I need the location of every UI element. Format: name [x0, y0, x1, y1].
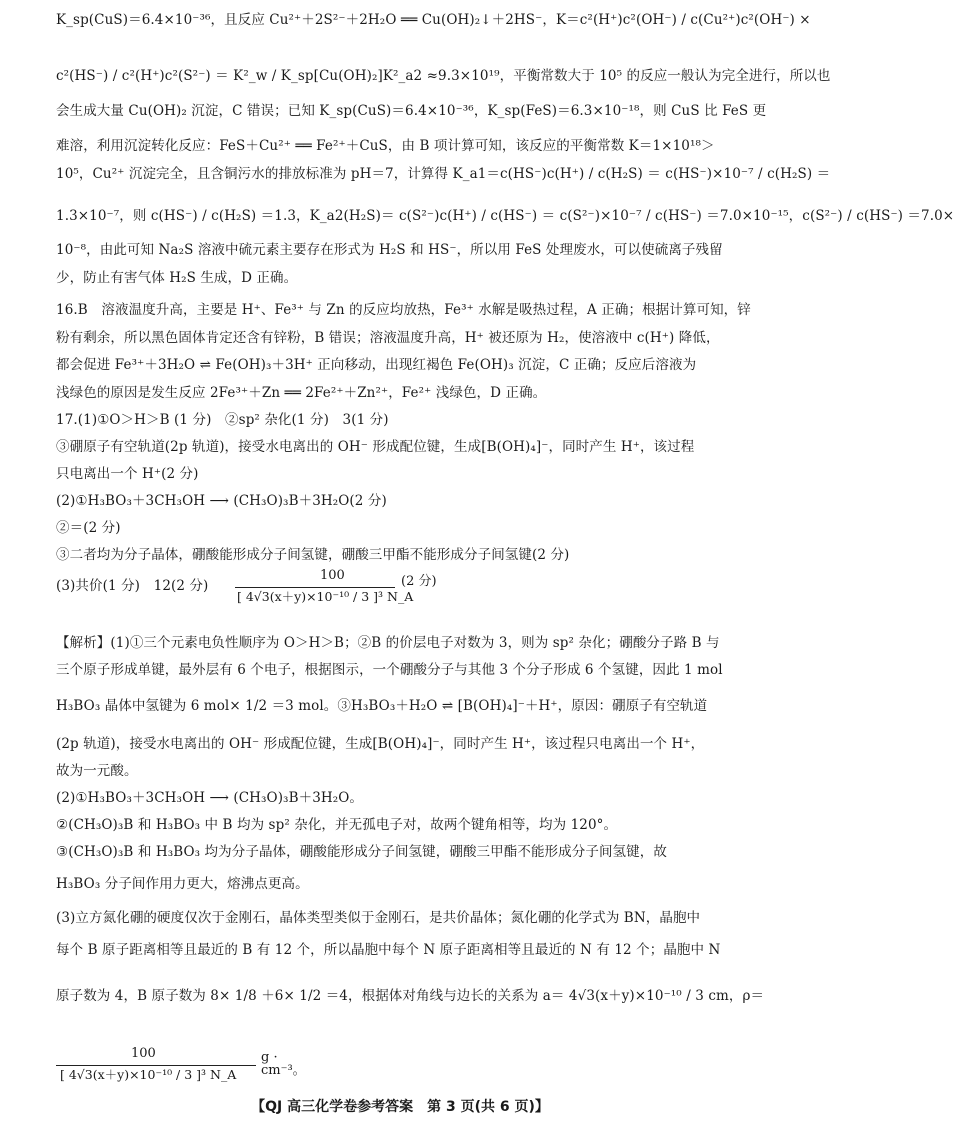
- text-line: 都会促进 Fe³⁺＋3H₂O ⇌ Fe(OH)₃＋3H⁺ 正向移动，出现红褐色 Fe(OH)₃ 沉淀，C 正确；反应后溶液为: [56, 357, 697, 373]
- page-footer: 【QJ 高三化学卷参考答案 第 3 页(共 6 页)】: [251, 1099, 549, 1115]
- text-line: 粉有剩余，所以黑色固体肯定还含有锌粉，B 错误；溶液温度升高，H⁺ 被还原为 H₂，使溶液中 c(H⁺) 降低，: [56, 330, 720, 346]
- text-line: K_sp(CuS)＝6.4×10⁻³⁶，且反应 Cu²⁺＋2S²⁻＋2H₂O ══ Cu(OH)₂↓＋2HS⁻，K＝c²(H⁺)c²(OH⁻) / c(Cu²⁺)c²(OH⁻) ×: [56, 12, 811, 28]
- text-line: 三个原子形成单键，最外层有 6 个电子，根据图示，一个硼酸分子与其他 3 个分子形成 6 个氢键，因此 1 mol: [56, 662, 723, 678]
- text-line: ③二者均为分子晶体，硼酸能形成分子间氢键，硼酸三甲酯不能形成分子间氢键(2 分): [56, 547, 570, 563]
- text-line: 会生成大量 Cu(OH)₂ 沉淀，C 错误；已知 K_sp(CuS)＝6.4×10⁻³⁶，K_sp(FeS)＝6.3×10⁻¹⁸，则 CuS 比 FeS 更: [56, 103, 767, 119]
- formula-score: (2 分): [401, 574, 437, 589]
- text-line: 16.B 溶液温度升高，主要是 H⁺、Fe³⁺ 与 Zn 的反应均放热，Fe³⁺ 水解是吸热过程，A 正确；根据计算可知，锌: [56, 302, 751, 318]
- text-line: ③(CH₃O)₃B 和 H₃BO₃ 均为分子晶体，硼酸能形成分子间氢键，硼酸三甲酯不能形成分子间氢键，故: [56, 844, 667, 860]
- analysis-header: 【解析】(1)①三个元素电负性顺序为 O＞H＞B；②B 的价层电子对数为 3，则为 sp² 杂化；硼酸分子路 B 与: [56, 635, 720, 651]
- text-line: (2)①H₃BO₃＋3CH₃OH ⟶ (CH₃O)₃B＋3H₂O。: [56, 790, 364, 806]
- text-line: ②(CH₃O)₃B 和 H₃BO₃ 中 B 均为 sp² 杂化，并无孤电子对，故两个键角相等，均为 120°。: [56, 817, 618, 833]
- text-line: 难溶，利用沉淀转化反应：FeS＋Cu²⁺ ══ Fe²⁺＋CuS，由 B 项计算可知，该反应的平衡常数 K＝1×10¹⁸＞: [56, 138, 715, 154]
- text-line: 故为一元酸。: [56, 763, 138, 779]
- text-line: (2p 轨道)，接受水电离出的 OH⁻ 形成配位键，生成[B(OH)₄]⁻，同时产生 H⁺，该过程只电离出一个 H⁺，: [56, 736, 705, 752]
- text-line: 浅绿色的原因是发生反应 2Fe³⁺＋Zn ══ 2Fe²⁺＋Zn²⁺，Fe²⁺ 浅绿色，D 正确。: [56, 385, 547, 401]
- formula-unit: g · cm⁻³。: [261, 1050, 306, 1078]
- density-answer-formula: [235, 569, 465, 625]
- text-line: 原子数为 4，B 原子数为 8× 1/8 ＋6× 1/2 ＝4，根据体对角线与边长的关系为 a＝ 4√3(x＋y)×10⁻¹⁰ / 3 cm，ρ＝: [56, 988, 765, 1004]
- formula-numerator: 100: [131, 1046, 156, 1061]
- text-line: 只电离出一个 H⁺(2 分): [56, 466, 199, 482]
- text-line: ②＝(2 分): [56, 520, 121, 536]
- formula-denominator: [ 4√3(x＋y)×10⁻¹⁰ / 3 ]³ N_A: [60, 1067, 237, 1082]
- formula-denominator: [ 4√3(x＋y)×10⁻¹⁰ / 3 ]³ N_A: [237, 589, 414, 604]
- question-17-header: 17.(1)①O＞H＞B (1 分) ②sp² 杂化(1 分) 3(1 分): [56, 412, 389, 428]
- text-line: H₃BO₃ 分子间作用力更大，熔沸点更高。: [56, 876, 309, 892]
- text-line: 少，防止有害气体 H₂S 生成，D 正确。: [56, 270, 298, 286]
- text-line: 10⁻⁸，由此可知 Na₂S 溶液中硫元素主要存在形式为 H₂S 和 HS⁻，所以用 FeS 处理废水，可以使硫离子残留: [56, 242, 723, 258]
- fraction-bar: [235, 587, 395, 588]
- fraction-bar: [56, 1065, 256, 1066]
- text-line: (3)共价(1 分) 12(2 分): [56, 578, 209, 594]
- text-line: 10⁵，Cu²⁺ 沉淀完全，且含铜污水的排放标准为 pH＝7，计算得 K_a1＝c(HS⁻)c(H⁺) / c(H₂S) ＝ c(HS⁻)×10⁻⁷ / c(H₂S) ＝: [56, 166, 831, 182]
- text-line: (3)立方氮化硼的硬度仅次于金刚石，晶体类型类似于金刚石，是共价晶体；氮化硼的化学式为 BN，晶胞中: [56, 910, 701, 926]
- text-line: ③硼原子有空轨道(2p 轨道)，接受水电离出的 OH⁻ 形成配位键，生成[B(OH)₄]⁻，同时产生 H⁺，该过程: [56, 439, 695, 455]
- text-line: 每个 B 原子距离相等且最近的 B 有 12 个，所以晶胞中每个 N 原子距离相等且最近的 N 有 12 个；晶胞中 N: [56, 942, 721, 958]
- text-line: 1.3×10⁻⁷，则 c(HS⁻) / c(H₂S) ＝1.3，K_a2(H₂S)＝ c(S²⁻)c(H⁺) / c(HS⁻) ＝ c(S²⁻)×10⁻⁷ / c(HS⁻) ＝7.0×10⁻¹⁵，c(S²⁻) / c(HS⁻) ＝7.0×: [56, 208, 954, 224]
- density-final-formula: [56, 1047, 306, 1097]
- text-line: (2)①H₃BO₃＋3CH₃OH ⟶ (CH₃O)₃B＋3H₂O(2 分): [56, 493, 387, 509]
- formula-numerator: 100: [320, 568, 345, 583]
- text-line: c²(HS⁻) / c²(H⁺)c²(S²⁻) ＝ K²_w / K_sp[Cu(OH)₂]K²_a2 ≈9.3×10¹⁹，平衡常数大于 10⁵ 的反应一般认为完全进行，所以也: [56, 68, 831, 84]
- text-line: H₃BO₃ 晶体中氢键为 6 mol× 1/2 ＝3 mol。③H₃BO₃＋H₂O ⇌ [B(OH)₄]⁻＋H⁺，原因：硼原子有空轨道: [56, 698, 708, 714]
